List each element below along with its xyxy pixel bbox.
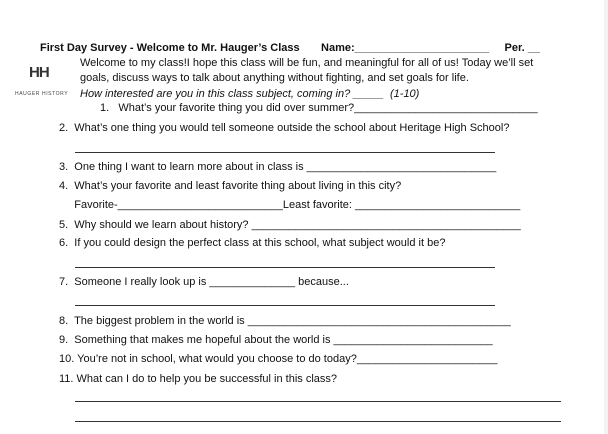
answer-line xyxy=(75,267,495,268)
logo-text: HAUGER HISTORY xyxy=(15,91,69,97)
question-2: 2. What’s one thing you would tell someone outside the school about Heritage High School? xyxy=(59,122,510,134)
question-4-favorites: Favorite-___________________________Least favorite: ___________________________ xyxy=(59,199,521,211)
logo: HH xyxy=(29,64,49,81)
answer-line xyxy=(75,305,495,306)
question-1: 1. What’s your favorite thing you did over summer?______________________________ xyxy=(100,102,538,114)
question-5: 5. Why should we learn about history? ____________________________________________ xyxy=(59,219,521,231)
question-9: 9. Something that makes me hopeful about the world is __________________________ xyxy=(59,334,493,346)
question-4: 4. What’s your favorite and least favorite thing about living in this city? xyxy=(59,180,402,192)
answer-line xyxy=(75,421,561,422)
intro-line-1: Welcome to my class!I hope this class will be fun, and meaningful for all of us! Today we’ll set xyxy=(80,57,534,69)
answer-line xyxy=(75,401,561,402)
question-11: 11. What can I do to help you be successful in this class? xyxy=(59,373,338,385)
interest-question: How interested are you in this class subject, coming in? _____ (1-10) xyxy=(80,88,420,100)
scrollbar[interactable] xyxy=(604,0,608,434)
question-3: 3. One thing I want to learn more about in class is _______________________________ xyxy=(59,161,497,173)
intro-line-2: goals, discuss ways to talk about anything without fighting, and set goals for life. xyxy=(80,72,469,84)
question-8: 8. The biggest problem in the world is ___________________________________________ xyxy=(59,315,511,327)
page-title: First Day Survey - Welcome to Mr. Hauger’s Class Name:______________________ Per. __ xyxy=(40,42,540,54)
question-6: 6. If you could design the perfect class at this school, what subject would it be? xyxy=(59,237,446,249)
answer-line xyxy=(75,152,495,153)
question-10: 10. You’re not in school, what would you choose to do today?_______________________ xyxy=(59,353,498,365)
question-7: 7. Someone I really look up is ______________ because... xyxy=(59,276,349,288)
